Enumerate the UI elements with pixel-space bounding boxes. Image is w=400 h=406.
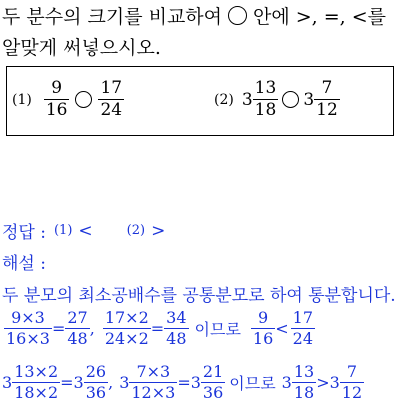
row2-result-b: $\frac{21}{36}$: [202, 362, 224, 402]
problem-2-label: (2): [214, 91, 234, 108]
row2-equals-a: =: [60, 373, 74, 392]
problem-1-left-fraction: $\frac{9}{16}$: [45, 78, 68, 120]
problem-2-left-fraction: $\frac{13}{18}$: [254, 78, 277, 120]
row2-fraction-a: $\frac{13\times 2}{18\times 2}$: [14, 362, 59, 402]
row2-compare-right: $\frac{7}{12}$: [341, 362, 363, 402]
problem-2-right-fraction: $\frac{7}{12}$: [316, 78, 338, 120]
row1-fraction-a: $\frac{9\times 3}{16\times 3}$: [6, 308, 50, 348]
answer-2-value: >: [151, 220, 166, 241]
question-text-b: 안에 >, =, <를: [253, 6, 387, 28]
row1-result-b: $\frac{34}{48}$: [166, 308, 187, 348]
row2-whole-1: 3: [2, 373, 13, 392]
problem-1: [12, 80, 124, 119]
row2-equals-b: =: [177, 373, 191, 392]
row1-conclusion-word: 이므로: [194, 320, 241, 339]
explanation-row-2: [2, 364, 364, 401]
row1-equals-a: =: [51, 319, 66, 338]
row2-compare-operator: >: [316, 373, 330, 392]
problem-2-blank-circle-icon: [282, 91, 299, 108]
answer-line: [2, 218, 165, 243]
row2-whole-2: 3: [73, 373, 84, 392]
row1-result-a: $\frac{27}{48}$: [67, 308, 88, 348]
question-line-2: 알맞게 써넣으시오.: [2, 37, 161, 59]
explanation-label: 해설 :: [2, 254, 46, 274]
row1-compare-right: $\frac{17}{24}$: [292, 308, 314, 348]
explanation-text: 두 분모의 최소공배수를 공통분모로 하여 통분합니다.: [2, 286, 396, 306]
row1-equals-b: =: [150, 319, 165, 338]
row2-whole-5: 3: [281, 373, 292, 392]
blank-circle-icon: [228, 6, 247, 25]
row2-comma: ,: [108, 373, 114, 392]
row2-whole-4: 3: [190, 373, 201, 392]
problem-1-right-fraction: $\frac{17}{24}$: [100, 78, 123, 120]
row2-whole-3: 3: [119, 373, 130, 392]
row2-compare-left: $\frac{13}{18}$: [293, 362, 315, 402]
problem-2: [214, 80, 340, 119]
question-text-a: 두 분수의 크기를 비교하여: [2, 6, 223, 28]
explanation-row-1: [4, 310, 315, 347]
answer-2-label: (2): [126, 223, 146, 238]
problem-2-right-whole: 3: [303, 89, 315, 110]
row2-result-a: $\frac{26}{36}$: [85, 362, 107, 402]
answer-1-label: (1): [53, 223, 73, 238]
row2-conclusion-word: 이므로: [229, 374, 276, 393]
problem-1-blank-circle-icon: [75, 91, 92, 108]
problem-2-left-whole: 3: [241, 89, 253, 110]
row1-fraction-b: $\frac{17\times 2}{24\times 2}$: [104, 308, 149, 348]
row1-compare-operator: <: [275, 319, 289, 338]
row1-compare-left: $\frac{9}{16}$: [252, 308, 274, 348]
row2-fraction-b: $\frac{7\times 3}{12\times 3}$: [131, 362, 176, 402]
answer-1-value: <: [78, 220, 93, 241]
problem-1-label: (1): [12, 91, 32, 108]
row1-comma: ,: [89, 319, 95, 338]
answer-label: 정답 :: [2, 223, 46, 243]
question-line-1: [2, 2, 386, 29]
row2-whole-6: 3: [329, 373, 340, 392]
